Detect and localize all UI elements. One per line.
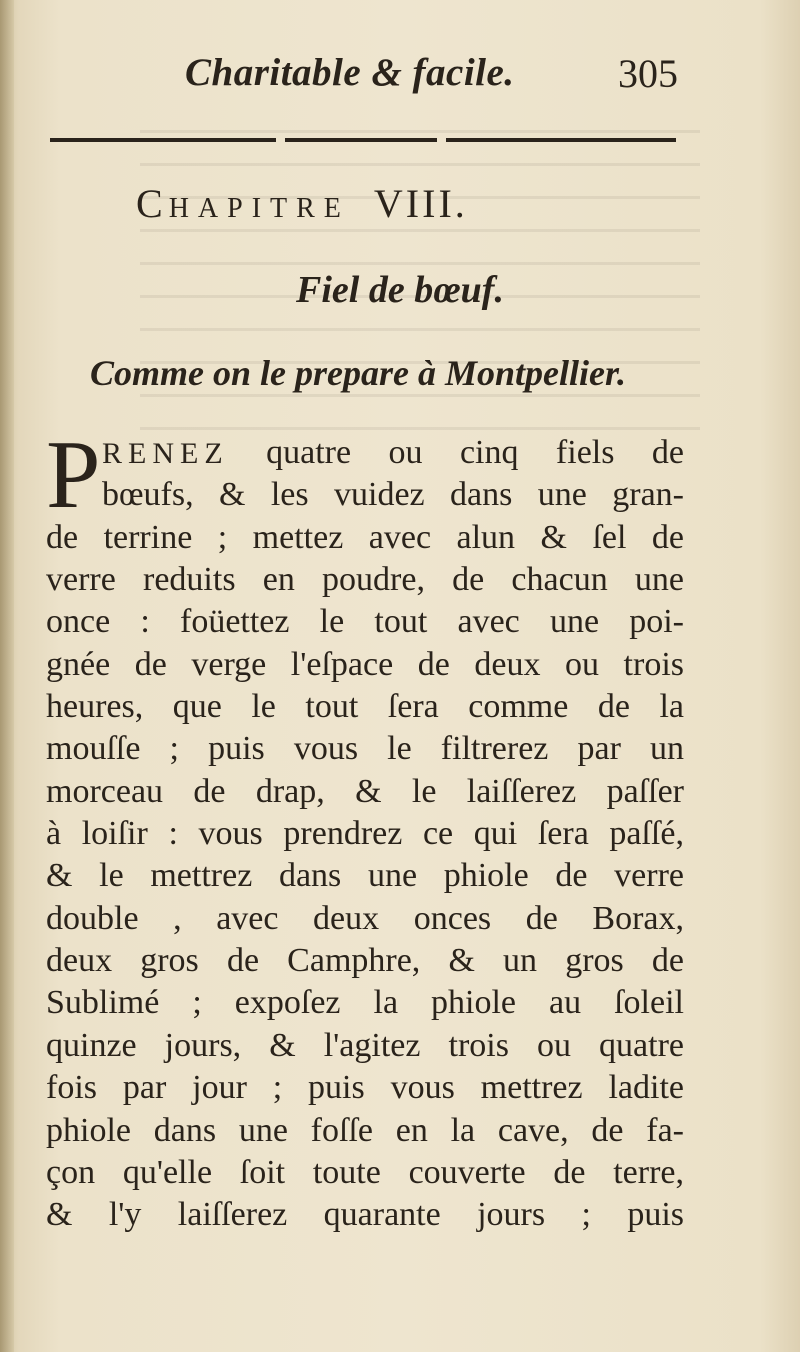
text-line: phiole dans une foſſe en la cave, de fa-	[46, 1111, 684, 1149]
text-line: RENEZ quatre ou cinq fiels de	[102, 434, 684, 471]
text-line: morceau de drap, & le laiſſerez paſſer	[46, 772, 684, 810]
text-line: deux gros de Camphre, & un gros de	[46, 942, 684, 980]
header-rule	[446, 138, 676, 142]
page-number: 305	[618, 51, 678, 96]
chapter-number: VIII.	[373, 181, 468, 226]
chapter-word: HAPITRE	[168, 193, 350, 224]
text-line: verre reduits en poudre, de chacun une	[46, 561, 684, 599]
text-line: Sublimé ; expoſez la phiole au ſoleil	[46, 984, 684, 1022]
body-text	[46, 421, 684, 1237]
drop-cap: P	[46, 421, 101, 529]
header-rule	[50, 138, 276, 142]
text-line: à loiſir : vous prendrez ce qui ſera paſſé,	[46, 815, 684, 853]
subsection-title: Comme on le prepare à Montpellier.	[90, 353, 626, 393]
text-line: heures, que le tout ſera comme de la	[46, 688, 684, 726]
text-line: once : foüettez le tout avec une poi-	[46, 603, 684, 641]
text-line: double , avec deux onces de Borax,	[46, 899, 684, 937]
chapter-title	[136, 180, 468, 227]
text-line: fois par jour ; puis vous mettrez ladite	[46, 1069, 684, 1107]
text-line: çon qu'elle ſoit toute couverte de terre,	[46, 1153, 684, 1191]
text-line: mouſſe ; puis vous le filtrerez par un	[46, 730, 684, 768]
text-line: de terrine ; mettez avec alun & ſel de	[46, 518, 684, 556]
opening-word: RENEZ	[102, 437, 229, 470]
page-header	[0, 50, 800, 100]
section-title: Fiel de bœuf.	[296, 269, 504, 311]
text-line: quinze jours, & l'agitez trois ou quatre	[46, 1026, 684, 1064]
chapter-initial: C	[136, 181, 169, 226]
text-line: & l'y laiſſerez quarante jours ; puis	[46, 1196, 684, 1234]
header-rule	[285, 138, 437, 142]
text-line: bœufs, & les vuidez dans une gran-	[102, 476, 684, 514]
text-line: gnée de verge l'eſpace de deux ou trois	[46, 645, 684, 683]
running-head: Charitable & facile.	[185, 51, 515, 94]
text-line: & le mettrez dans une phiole de verre	[46, 857, 684, 895]
page-gutter	[0, 0, 14, 1352]
